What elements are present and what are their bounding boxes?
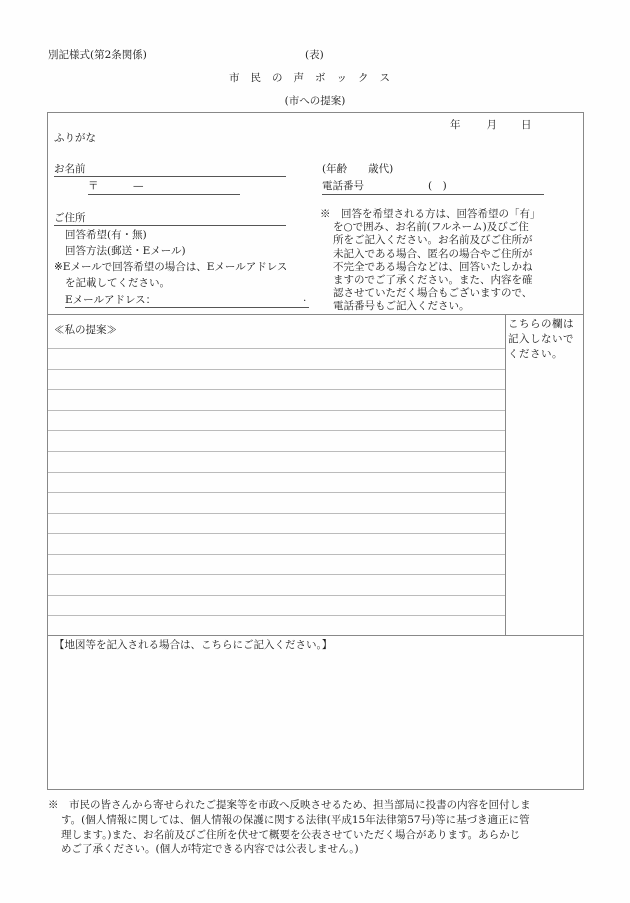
ruled-line bbox=[48, 369, 505, 370]
map-drawing-area[interactable] bbox=[48, 656, 582, 786]
staff-note-line: 記入しないで bbox=[508, 333, 574, 345]
ruled-line bbox=[48, 574, 505, 575]
email-note-cont: を記載してください。 bbox=[65, 277, 170, 289]
date-day: 日 bbox=[521, 119, 532, 131]
map-header: 【地図等を記入される場合は、こちらにご記入ください。】 bbox=[54, 639, 333, 651]
ruled-line bbox=[48, 410, 505, 411]
email-dot: . bbox=[303, 292, 307, 304]
phone-area-code: ( ) bbox=[428, 180, 447, 192]
footer-notice bbox=[48, 798, 588, 857]
phone-field[interactable] bbox=[322, 194, 544, 195]
notice-line: 認させていただく場合もございますので、 bbox=[333, 287, 533, 300]
ruled-line bbox=[48, 430, 505, 431]
notice-line: 電話番号もご記入ください。 bbox=[333, 300, 470, 313]
address-label: ご住所 bbox=[54, 212, 86, 224]
ruled-line bbox=[48, 554, 505, 555]
ruled-line bbox=[48, 389, 505, 390]
ruled-line bbox=[48, 451, 505, 452]
section-divider bbox=[48, 635, 583, 636]
side-label: (表) bbox=[305, 49, 324, 61]
notice-line: ※ 回答を希望される方は、回答希望の「有」 bbox=[320, 208, 541, 220]
ruled-line bbox=[48, 513, 505, 514]
notice-line: を○で囲み、お名前(フルネーム)及びご住 bbox=[333, 221, 529, 234]
proposal-header: ≪私の提案≫ bbox=[54, 324, 117, 336]
ruled-line bbox=[48, 472, 505, 473]
notice-line: 未記入である場合、匿名の場合やご住所が bbox=[333, 247, 533, 260]
postal-mark: 〒 bbox=[88, 180, 99, 192]
address-field[interactable] bbox=[54, 225, 286, 226]
ruled-line bbox=[48, 595, 505, 596]
section-divider bbox=[48, 314, 583, 315]
ruled-line bbox=[48, 492, 505, 493]
footer-line: ※ 市民の皆さんから寄せられたご提案等を市政へ反映させるため、担当部局に投書の内容を回付しま bbox=[48, 799, 531, 811]
date-field[interactable] bbox=[450, 120, 532, 131]
email-note: ※Eメールで回答希望の場合は、Eメールアドレス bbox=[54, 261, 288, 273]
staff-note-line: こちらの欄は bbox=[508, 318, 574, 330]
footer-line: す。(個人情報に関しては、個人情報の保護に関する法律(平成15年法律第57号)等に基づき適正に管 bbox=[61, 813, 530, 826]
date-month: 月 bbox=[486, 119, 497, 131]
ruled-line bbox=[48, 615, 505, 616]
postal-code-field[interactable] bbox=[88, 194, 240, 195]
postal-dash: — bbox=[133, 180, 144, 192]
furigana-label: ふりがな bbox=[54, 132, 96, 144]
footer-line: めご了承ください。(個人が特定できる内容では公表しません。) bbox=[61, 843, 359, 856]
page-subtitle: (市への提案) bbox=[284, 95, 346, 107]
staff-column-divider bbox=[505, 314, 506, 635]
page-title: 市民の声ボックス bbox=[229, 72, 401, 84]
footer-line: 理します。)また、お名前及びご住所を伏せて概要を公表させていただく場合があります。あらかじ bbox=[61, 828, 521, 841]
reply-wanted-option[interactable]: 回答希望(有・無) bbox=[65, 229, 147, 241]
staff-only-note bbox=[508, 317, 584, 362]
reply-notice bbox=[320, 208, 565, 314]
age-field[interactable]: (年齢 歳代) bbox=[322, 163, 394, 175]
date-year: 年 bbox=[450, 119, 461, 131]
staff-note-line: ください。 bbox=[508, 348, 563, 360]
name-label: お名前 bbox=[54, 163, 86, 175]
phone-label: 電話番号 bbox=[322, 180, 364, 192]
ruled-line bbox=[48, 533, 505, 534]
notice-line: 不完全である場合などは、回答いたしかね bbox=[333, 260, 533, 273]
reply-method-option[interactable]: 回答方法(郵送・Eメール) bbox=[65, 245, 186, 257]
name-field[interactable] bbox=[54, 176, 286, 177]
notice-line: 所をご記入ください。お名前及びご住所が bbox=[333, 234, 533, 247]
ruled-line bbox=[48, 348, 505, 349]
email-field[interactable] bbox=[65, 307, 309, 308]
form-type-label: 別記様式(第2条関係) bbox=[48, 49, 147, 61]
notice-line: ますのでご了承ください。また、内容を確 bbox=[333, 274, 533, 287]
email-label: Eメールアドレス： bbox=[65, 294, 157, 306]
